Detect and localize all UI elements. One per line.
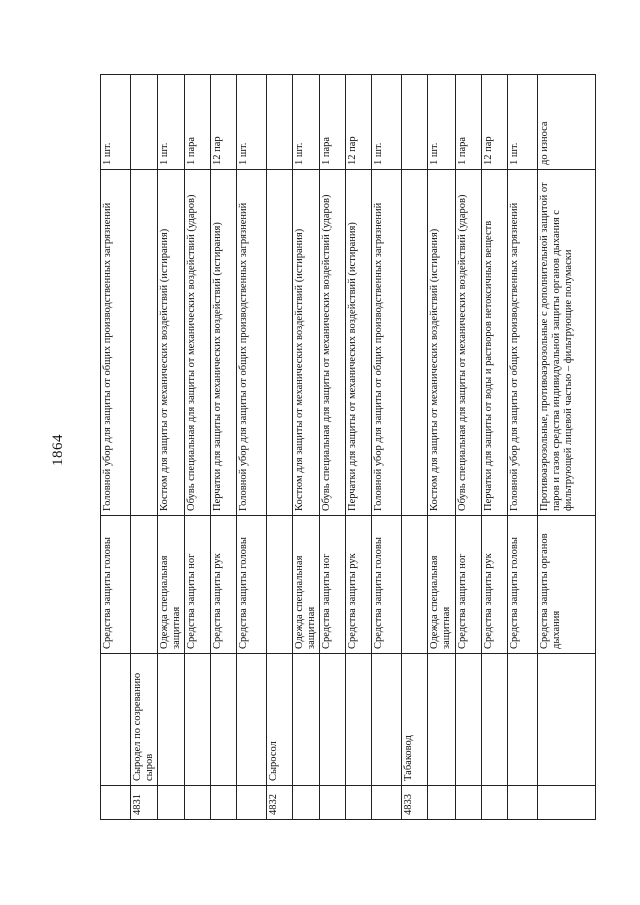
category-cell: Средства защиты ног: [455, 516, 481, 654]
code-cell: 4832: [267, 786, 293, 820]
qty-cell: 12 пар: [346, 75, 372, 170]
qty-cell: 1 пара: [320, 75, 346, 170]
qty-cell: 1 шт.: [372, 75, 402, 170]
category-cell: [267, 516, 293, 654]
item-cell: Головной убор для защиты от общих производственных загрязнений: [237, 170, 267, 516]
table-row: [101, 75, 131, 820]
code-cell: [537, 786, 595, 820]
qty-cell: 1 шт.: [237, 75, 267, 170]
table-row: [507, 75, 537, 820]
table-row: [537, 75, 595, 820]
qty-cell: 1 шт.: [293, 75, 320, 170]
code-cell: [346, 786, 372, 820]
profession-cell: [372, 654, 402, 786]
code-cell: [320, 786, 346, 820]
qty-cell: 12 пар: [211, 75, 237, 170]
category-cell: Средства защиты органов дыхания: [537, 516, 595, 654]
item-cell: Перчатки для защиты от воды и растворов нетоксичных веществ: [481, 170, 507, 516]
profession-cell: [101, 654, 131, 786]
profession-cell: [185, 654, 211, 786]
profession-cell: [158, 654, 185, 786]
category-cell: Средства защиты рук: [481, 516, 507, 654]
qty-cell: 1 пара: [455, 75, 481, 170]
code-cell: [293, 786, 320, 820]
item-cell: Обувь специальная для защиты от механических воздействий (ударов): [185, 170, 211, 516]
table-row: [211, 75, 237, 820]
category-cell: [131, 516, 158, 654]
qty-cell: 1 шт.: [428, 75, 455, 170]
item-cell: [267, 170, 293, 516]
category-cell: Средства защиты рук: [211, 516, 237, 654]
page-number: 1864: [50, 434, 66, 466]
rotated-table-container: [100, 75, 574, 820]
table-row: [402, 75, 428, 820]
profession-cell: [211, 654, 237, 786]
code-cell: 4831: [131, 786, 158, 820]
profession-cell: Табаковод: [402, 654, 428, 786]
code-cell: [158, 786, 185, 820]
code-cell: [372, 786, 402, 820]
category-cell: Средства защиты ног: [185, 516, 211, 654]
profession-cell: [320, 654, 346, 786]
category-cell: [402, 516, 428, 654]
item-cell: Обувь специальная для защиты от механических воздействий (ударов): [320, 170, 346, 516]
profession-cell: [346, 654, 372, 786]
item-cell: [131, 170, 158, 516]
qty-cell: 1 шт.: [101, 75, 131, 170]
item-cell: Костюм для защиты от механических воздействий (истирания): [293, 170, 320, 516]
profession-cell: [537, 654, 595, 786]
item-cell: Перчатки для защиты от механических воздействий (истирания): [211, 170, 237, 516]
item-cell: Костюм для защиты от механических воздействий (истирания): [428, 170, 455, 516]
category-cell: Средства защиты головы: [372, 516, 402, 654]
code-cell: [211, 786, 237, 820]
ppe-norms-table: [100, 74, 596, 820]
item-cell: Костюм для защиты от механических воздействий (истирания): [158, 170, 185, 516]
profession-cell: Сыросол: [267, 654, 293, 786]
table-row: [320, 75, 346, 820]
qty-cell: 12 пар: [481, 75, 507, 170]
item-cell: Головной убор для защиты от общих производственных загрязнений: [507, 170, 537, 516]
profession-cell: [293, 654, 320, 786]
profession-cell: [428, 654, 455, 786]
code-cell: [507, 786, 537, 820]
category-cell: Одежда специальная защитная: [293, 516, 320, 654]
category-cell: Средства защиты рук: [346, 516, 372, 654]
item-cell: Противоаэрозольные, противоаэрозольные с дополнительной защитой от паров и газов средства индивидуальной защиты органов дыхания с фильтрующей лицевой частью – фильтрующие полумаски: [537, 170, 595, 516]
table-row: [346, 75, 372, 820]
qty-cell: до износа: [537, 75, 595, 170]
table-row: [293, 75, 320, 820]
table-row: [267, 75, 293, 820]
table-row: [428, 75, 455, 820]
category-cell: Одежда специальная защитная: [158, 516, 185, 654]
table-row: [131, 75, 158, 820]
qty-cell: [402, 75, 428, 170]
table-row: [237, 75, 267, 820]
category-cell: Средства защиты головы: [507, 516, 537, 654]
qty-cell: 1 шт.: [158, 75, 185, 170]
category-cell: Средства защиты головы: [101, 516, 131, 654]
table-row: [185, 75, 211, 820]
code-cell: [101, 786, 131, 820]
table-row: [372, 75, 402, 820]
qty-cell: [267, 75, 293, 170]
code-cell: [185, 786, 211, 820]
category-cell: Средства защиты ног: [320, 516, 346, 654]
code-cell: [481, 786, 507, 820]
code-cell: [428, 786, 455, 820]
profession-cell: [481, 654, 507, 786]
category-cell: Одежда специальная защитная: [428, 516, 455, 654]
qty-cell: 1 пара: [185, 75, 211, 170]
item-cell: Головной убор для защиты от общих производственных загрязнений: [101, 170, 131, 516]
category-cell: Средства защиты головы: [237, 516, 267, 654]
profession-cell: Сыродел по созреванию сыров: [131, 654, 158, 786]
code-cell: 4833: [402, 786, 428, 820]
table-row: [158, 75, 185, 820]
code-cell: [237, 786, 267, 820]
code-cell: [455, 786, 481, 820]
table-row: [481, 75, 507, 820]
profession-cell: [507, 654, 537, 786]
profession-cell: [237, 654, 267, 786]
qty-cell: 1 шт.: [507, 75, 537, 170]
item-cell: Обувь специальная для защиты от механических воздействий (ударов): [455, 170, 481, 516]
item-cell: Головной убор для защиты от общих производственных загрязнений: [372, 170, 402, 516]
item-cell: [402, 170, 428, 516]
profession-cell: [455, 654, 481, 786]
item-cell: Перчатки для защиты от механических воздействий (истирания): [346, 170, 372, 516]
table-row: [455, 75, 481, 820]
qty-cell: [131, 75, 158, 170]
